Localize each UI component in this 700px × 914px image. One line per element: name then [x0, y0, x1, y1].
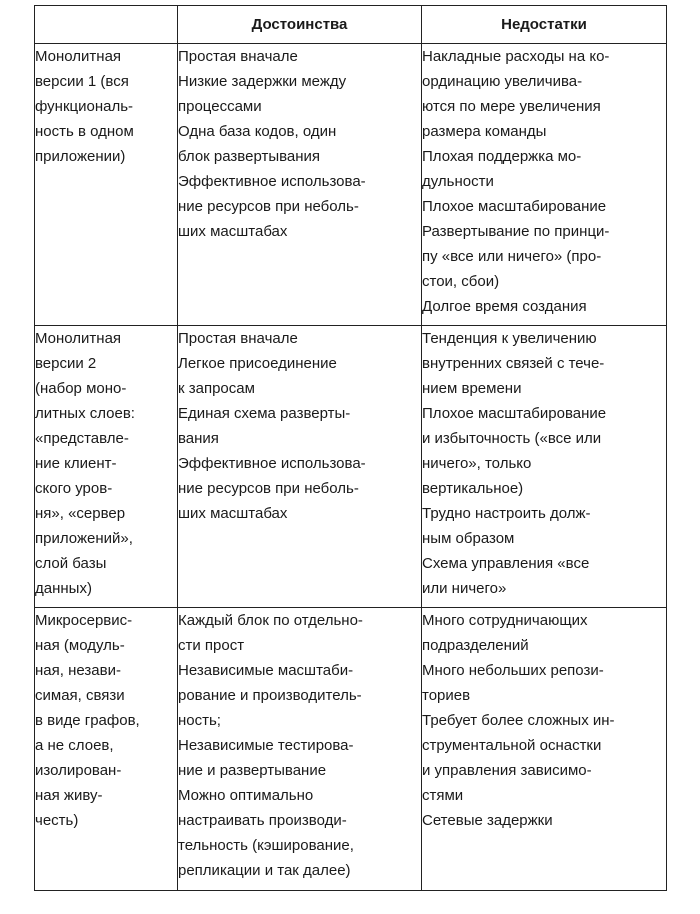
- cons-text-line: Накладные расходы на ко-: [422, 48, 610, 65]
- name-text-line: изолирован-: [35, 762, 122, 779]
- name-text-line: а не слоев,: [35, 737, 114, 754]
- name-text-line: ная, незави-: [35, 662, 121, 679]
- cons-text-line: Требует более сложных ин-: [422, 712, 615, 729]
- cons-text-line: ториев: [422, 687, 471, 704]
- cons-text-line: пу «все или ничего» (про-: [422, 248, 602, 265]
- architecture-name-cell: [35, 608, 178, 891]
- pros-text-line: репликации и так далее): [178, 862, 351, 879]
- cons-cell: [422, 326, 667, 608]
- table-row-microservices: [35, 608, 667, 891]
- pros-text-line: Одна база кодов, один: [178, 123, 337, 140]
- name-text-line: версии 2: [35, 355, 97, 372]
- cons-text-line: внутренних связей с тече-: [422, 355, 605, 372]
- pros-text-line: Эффективное использова-: [178, 455, 366, 472]
- architecture-name-cell: [35, 44, 178, 326]
- cons-text-line: Много сотрудничающих: [422, 612, 588, 629]
- cons-text-line: и избыточность («все или: [422, 430, 602, 447]
- pros-cell: [178, 44, 422, 326]
- pros-text-line: вания: [178, 430, 219, 447]
- cons-text-line: ординацию увеличива-: [422, 73, 583, 90]
- comparison-table: [34, 5, 667, 891]
- cons-text-line: вертикальное): [422, 480, 524, 497]
- cons-text-line: дульности: [422, 173, 494, 190]
- cons-text-line: Развертывание по принци-: [422, 223, 610, 240]
- cons-text-line: Сетевые задержки: [422, 812, 553, 829]
- pros-text-line: ность;: [178, 712, 221, 729]
- name-text-line: (набор моно-: [35, 380, 127, 397]
- pros-text-line: рование и производитель-: [178, 687, 362, 704]
- name-text-line: ная живу-: [35, 787, 103, 804]
- pros-cell: [178, 326, 422, 608]
- cons-text-line: Схема управления «все: [422, 555, 590, 572]
- pros-text-line: ние и развертывание: [178, 762, 327, 779]
- name-text-line: ность в одном: [35, 123, 134, 140]
- name-text-line: Монолитная: [35, 330, 122, 347]
- cons-text-line: Плохое масштабирование: [422, 405, 607, 422]
- pros-text-line: Эффективное использова-: [178, 173, 366, 190]
- pros-text-line: Низкие задержки между: [178, 73, 347, 90]
- cons-text-line: Много небольших репози-: [422, 662, 604, 679]
- name-text-line: ние клиент-: [35, 455, 117, 472]
- pros-text-line: Независимые тестирова-: [178, 737, 354, 754]
- name-text-line: ского уров-: [35, 480, 113, 497]
- name-text-line: Монолитная: [35, 48, 122, 65]
- name-text-line: честь): [35, 812, 79, 829]
- name-text-line: ня», «сервер: [35, 505, 126, 522]
- cons-text-line: и управления зависимо-: [422, 762, 592, 779]
- cons-text-line: ничего», только: [422, 455, 532, 472]
- table-row-monolith-v2: [35, 326, 667, 608]
- cons-text-line: или ничего»: [422, 580, 507, 597]
- pros-text-line: блок развертывания: [178, 148, 321, 165]
- cons-text-line: Плохая поддержка мо-: [422, 148, 582, 165]
- cons-text-line: Долгое время создания: [422, 298, 587, 315]
- name-text-line: данных): [35, 580, 92, 597]
- cons-text-line: стями: [422, 787, 464, 804]
- name-text-line: «представле-: [35, 430, 129, 447]
- cons-text-line: нием времени: [422, 380, 522, 397]
- cons-text-line: ным образом: [422, 530, 515, 547]
- name-text-line: слой базы: [35, 555, 107, 572]
- header-empty-cell: [35, 6, 178, 44]
- table-row-monolith-v1: [35, 44, 667, 326]
- cons-text-line: стои, сбои): [422, 273, 500, 290]
- name-text-line: ная (модуль-: [35, 637, 125, 654]
- pros-text-line: настраивать производи-: [178, 812, 347, 829]
- pros-text-line: ние ресурсов при неболь-: [178, 198, 359, 215]
- pros-text-line: Единая схема разверты-: [178, 405, 351, 422]
- pros-text-line: ших масштабах: [178, 223, 288, 240]
- name-text-line: функциональ-: [35, 98, 134, 115]
- architecture-name-cell: [35, 326, 178, 608]
- pros-text-line: Можно оптимально: [178, 787, 314, 804]
- pros-cell: [178, 608, 422, 891]
- pros-text-line: ших масштабах: [178, 505, 288, 522]
- pros-text-line: ние ресурсов при неболь-: [178, 480, 359, 497]
- cons-text-line: размера команды: [422, 123, 547, 140]
- pros-text-line: Простая вначале: [178, 48, 298, 65]
- name-text-line: приложении): [35, 148, 126, 165]
- name-text-line: в виде графов,: [35, 712, 140, 729]
- pros-text-line: Простая вначале: [178, 330, 298, 347]
- header-row: [35, 6, 667, 44]
- pros-text-line: Независимые масштаби-: [178, 662, 354, 679]
- name-text-line: версии 1 (вся: [35, 73, 129, 90]
- cons-cell: [422, 608, 667, 891]
- cons-text-line: Тенденция к увеличению: [422, 330, 597, 347]
- cons-text-line: подразделений: [422, 637, 529, 654]
- name-text-line: симая, связи: [35, 687, 125, 704]
- pros-text-line: процессами: [178, 98, 262, 115]
- cons-text-line: струментальной оснастки: [422, 737, 602, 754]
- cons-text-line: Плохое масштабирование: [422, 198, 607, 215]
- name-text-line: литных слоев:: [35, 405, 135, 422]
- cons-text-line: ются по мере увеличения: [422, 98, 601, 115]
- header-cons: Недостатки: [422, 6, 667, 44]
- pros-text-line: тельность (кэширование,: [178, 837, 354, 854]
- cons-cell: [422, 44, 667, 326]
- name-text-line: Микросервис-: [35, 612, 133, 629]
- pros-text-line: Легкое присоединение: [178, 355, 337, 372]
- header-pros: Достоинства: [178, 6, 422, 44]
- name-text-line: приложений»,: [35, 530, 133, 547]
- pros-text-line: Каждый блок по отдельно-: [178, 612, 363, 629]
- pros-text-line: сти прост: [178, 637, 245, 654]
- pros-text-line: к запросам: [178, 380, 255, 397]
- cons-text-line: Трудно настроить долж-: [422, 505, 591, 522]
